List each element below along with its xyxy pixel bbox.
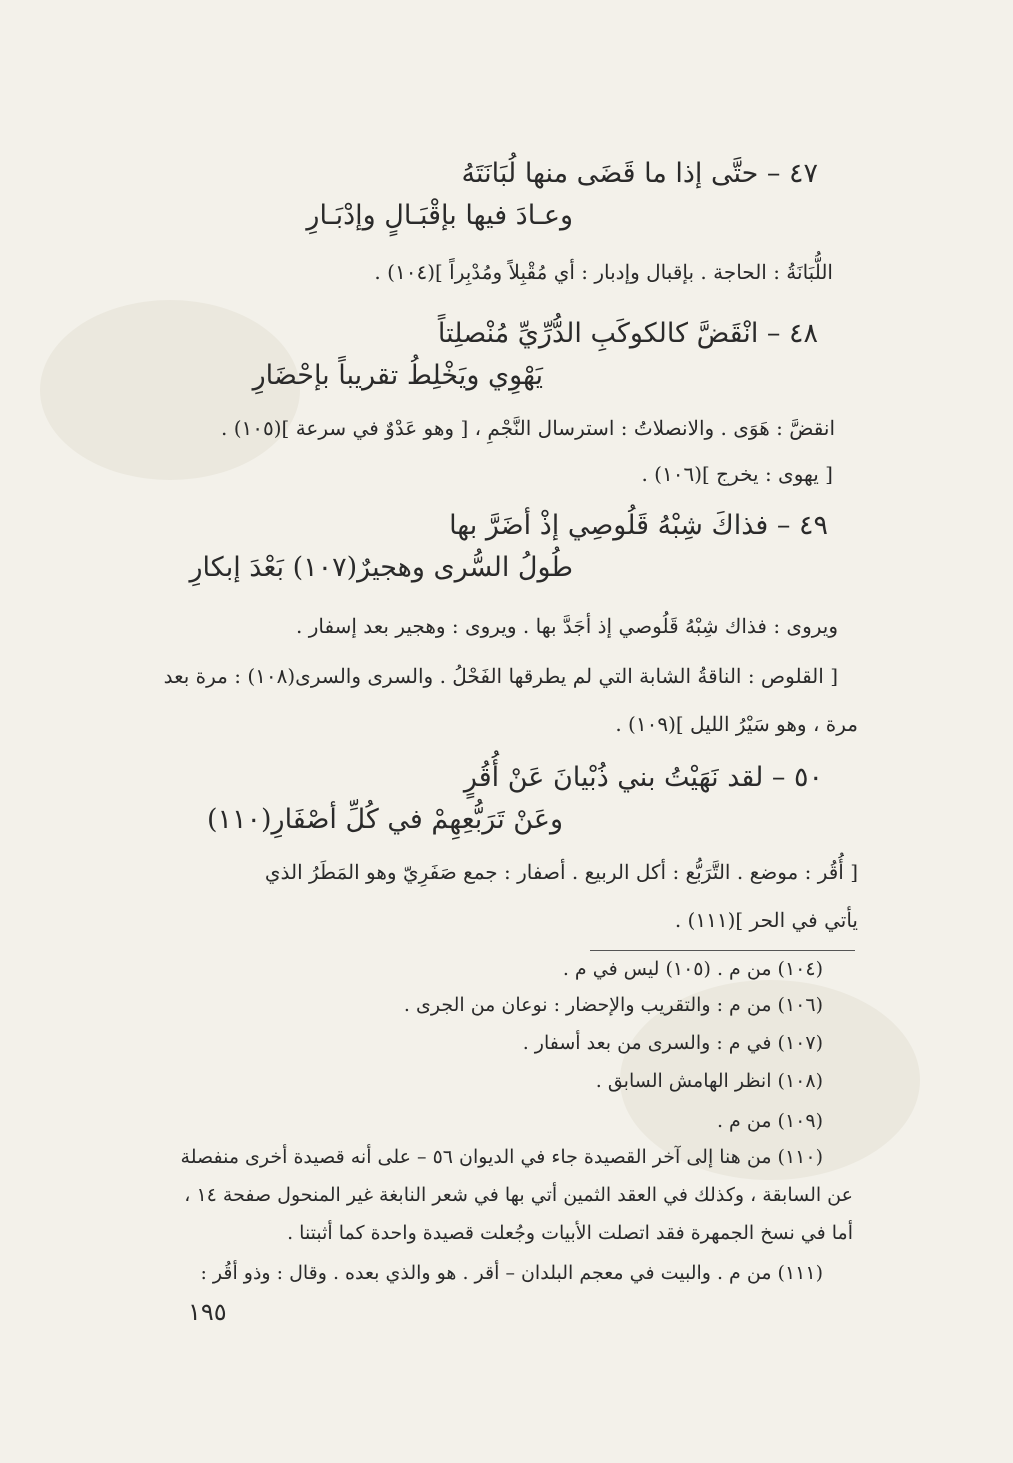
footnote-106: (١٠٦) من م : والتقريب والإحضار : نوعان من الجرى .	[403, 994, 823, 1016]
footnote-110-line-2: عن السابقة ، وكذلك في العقد الثمين أتي بها في شعر النابغة غير المنحول صفحة ١٤ ،	[184, 1184, 853, 1206]
verse-49-first-hemistich: ٤٩ – فذاكَ شِبْهُ قَلُوصِي إذْ أضَرَّ بها	[449, 510, 828, 541]
commentary-49-line-2: [ القلوص : الناقةُ الشابة التي لم يطرقها الفَحْلُ . والسرى والسرى(١٠٨) : مرة بعد	[163, 664, 838, 688]
page-number: ١٩٥	[188, 1298, 227, 1326]
footnote-108: (١٠٨) انظر الهامش السابق .	[595, 1070, 823, 1092]
commentary-48-line-1: انقضَّ : هَوَى . والانصلاتُ : استرسال النَّجْمِ ، [ وهو عَدْوٌ في سرعة ](١٠٥) .	[220, 416, 835, 440]
footnote-110-line-3: أما في نسخ الجمهرة فقد اتصلت الأبيات وجُعلت قصيدة واحدة كما أثبتنا .	[287, 1222, 853, 1244]
verse-48-second-hemistich: يَهْوِي ويَخْلِطُ تقريباً بإحْضَارِ	[252, 360, 543, 391]
footnote-107: (١٠٧) في م : والسرى من بعد أسفار .	[522, 1032, 823, 1054]
footnote-109: (١٠٩) من م .	[716, 1110, 823, 1132]
commentary-48-line-2: [ يهوى : يخرج ](١٠٦) .	[641, 462, 833, 486]
commentary-49-line-3: مرة ، وهو سَيْرُ الليل ](١٠٩) .	[615, 712, 858, 736]
verse-49-second-hemistich: طُولُ السُّرى وهجيرٌ(١٠٧) بَعْدَ إبكارِ	[189, 552, 573, 583]
verse-47-first-hemistich: ٤٧ – حتَّى إذا ما قَضَى منها لُبَانَتَهُ	[461, 158, 818, 189]
footnote-111: (١١١) من م . والبيت في معجم البلدان – أقر . هو والذي بعده . وقال : وذو أقُر :	[200, 1262, 823, 1284]
commentary-49-line-1: ويروى : فذاك شِبْهُ قَلُوصي إذ أجَدَّ بها . ويروى : وهجير بعد إسفار .	[296, 614, 838, 638]
commentary-50-line-2: يأتي في الحر ](١١١) .	[674, 908, 858, 932]
commentary-50-line-1: [ أُقُر : موضع . التَّرَبُّع : أكل الربيع . أصفار : جمع صَفَرِيّ وهو المَطَرُ الذي	[264, 860, 858, 884]
verse-50-first-hemistich: ٥٠ – لقد نَهَيْتُ بني ذُبْيانَ عَنْ أُقُرٍ	[463, 762, 823, 793]
commentary-47: اللُّبَانَةُ : الحاجة . بإقبال وإدبار : أي مُقْبِلاً ومُدْبِراً ](١٠٤) .	[374, 260, 833, 284]
footnote-110-line-1: (١١٠) من هنا إلى آخر القصيدة جاء في الديوان ٥٦ – على أنه قصيدة أخرى منفصلة	[180, 1146, 823, 1168]
footnote-104-105: (١٠٤) من م . (١٠٥) ليس في م .	[562, 958, 823, 980]
verse-47-second-hemistich: وعـادَ فيها بإقْبَـالٍ وإدْبَـارِ	[306, 200, 573, 231]
footnote-separator	[590, 950, 855, 951]
verse-50-second-hemistich: وعَنْ تَرَبُّعِهِمْ في كُلِّ أصْفَارِ(١١٠)	[206, 804, 563, 835]
verse-48-first-hemistich: ٤٨ – انْقَضَّ كالكوكَبِ الدُّرِّيِّ مُنْصلِتاً	[437, 318, 818, 349]
